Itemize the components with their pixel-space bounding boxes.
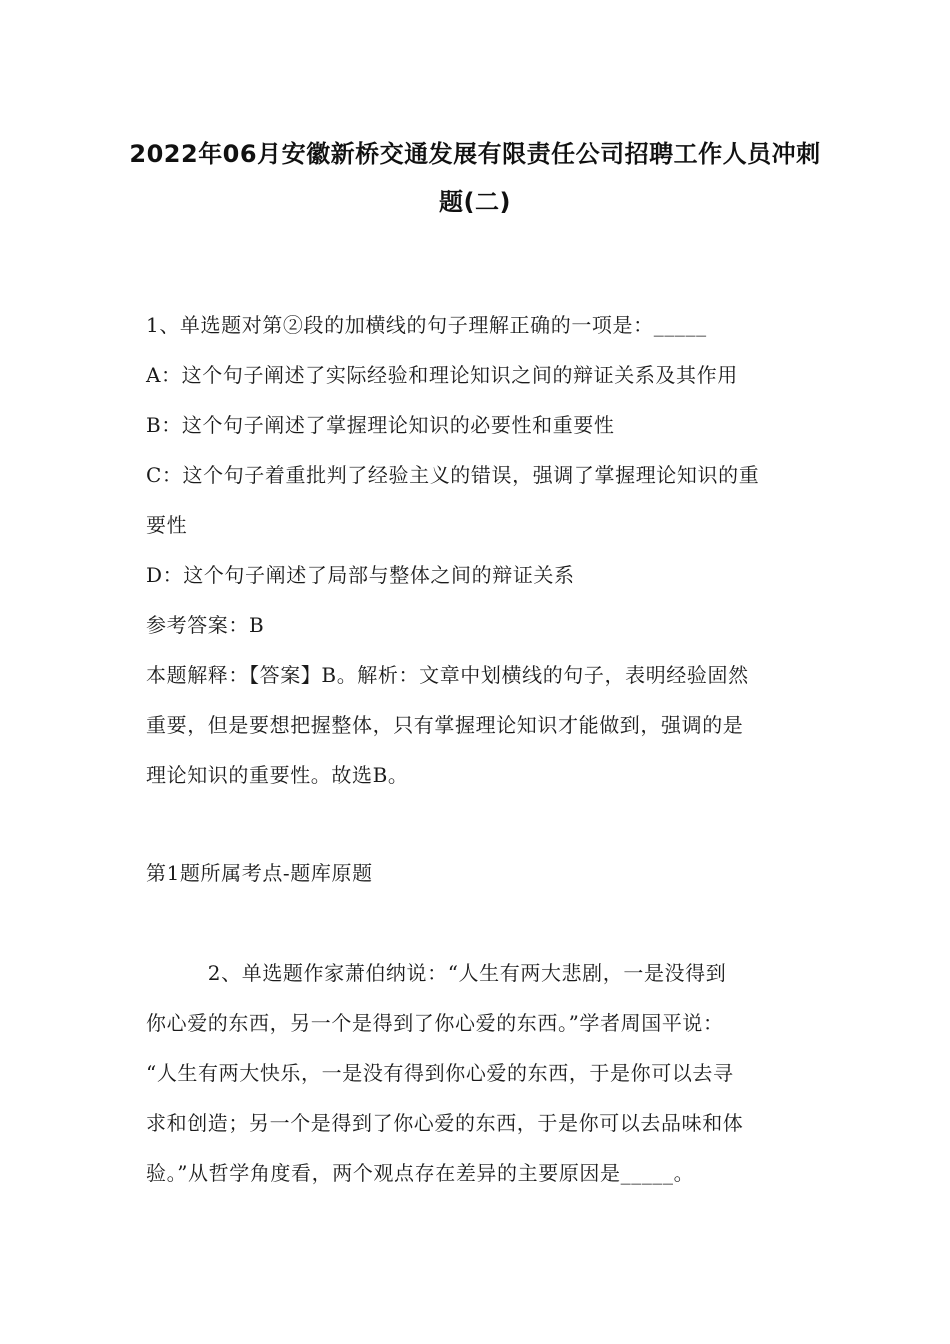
question-2-stem-line-1: 2、单选题作家萧伯纳说：“人生有两大悲剧，一是没得到 xyxy=(146,961,727,985)
question-1-stem: 1、单选题对第②段的加横线的句子理解正确的一项是：_____ xyxy=(146,313,707,337)
question-2-stem-line-4: 求和创造；另一个是得到了你心爱的东西，于是你可以去品味和体 xyxy=(146,1111,744,1135)
document-title-line-1: 2022年06月安徽新桥交通发展有限责任公司招聘工作人员冲刺 xyxy=(129,140,821,168)
question-1-option-c-line-1: C：这个句子着重批判了经验主义的错误，强调了掌握理论知识的重 xyxy=(146,463,760,487)
question-2-stem-line-3: “人生有两大快乐，一是没有得到你心爱的东西，于是你可以去寻 xyxy=(146,1061,734,1085)
question-1-option-a: A：这个句子阐述了实际经验和理论知识之间的辩证关系及其作用 xyxy=(146,363,738,387)
question-1-option-c-line-2: 要性 xyxy=(146,513,188,537)
question-2-stem-line-5: 验。”从哲学角度看，两个观点存在差异的主要原因是_____。 xyxy=(146,1161,695,1185)
question-1-answer: 参考答案：B xyxy=(146,613,265,637)
question-1-explanation-line-2: 重要，但是要想把握整体，只有掌握理论知识才能做到，强调的是 xyxy=(146,713,744,737)
document-title-line-2: 题(二) xyxy=(439,188,511,216)
question-1-knowledge-point: 第1题所属考点-题库原题 xyxy=(146,861,373,885)
question-1-option-b: B：这个句子阐述了掌握理论知识的必要性和重要性 xyxy=(146,413,615,437)
question-1-explanation-line-3: 理论知识的重要性。故选B。 xyxy=(146,763,409,787)
question-1-explanation-line-1: 本题解释：【答案】B。解析：文章中划横线的句子，表明经验固然 xyxy=(146,663,749,687)
question-1-option-d: D：这个句子阐述了局部与整体之间的辩证关系 xyxy=(146,563,575,587)
question-2-stem-line-2: 你心爱的东西，另一个是得到了你心爱的东西。”学者周国平说： xyxy=(146,1011,724,1035)
